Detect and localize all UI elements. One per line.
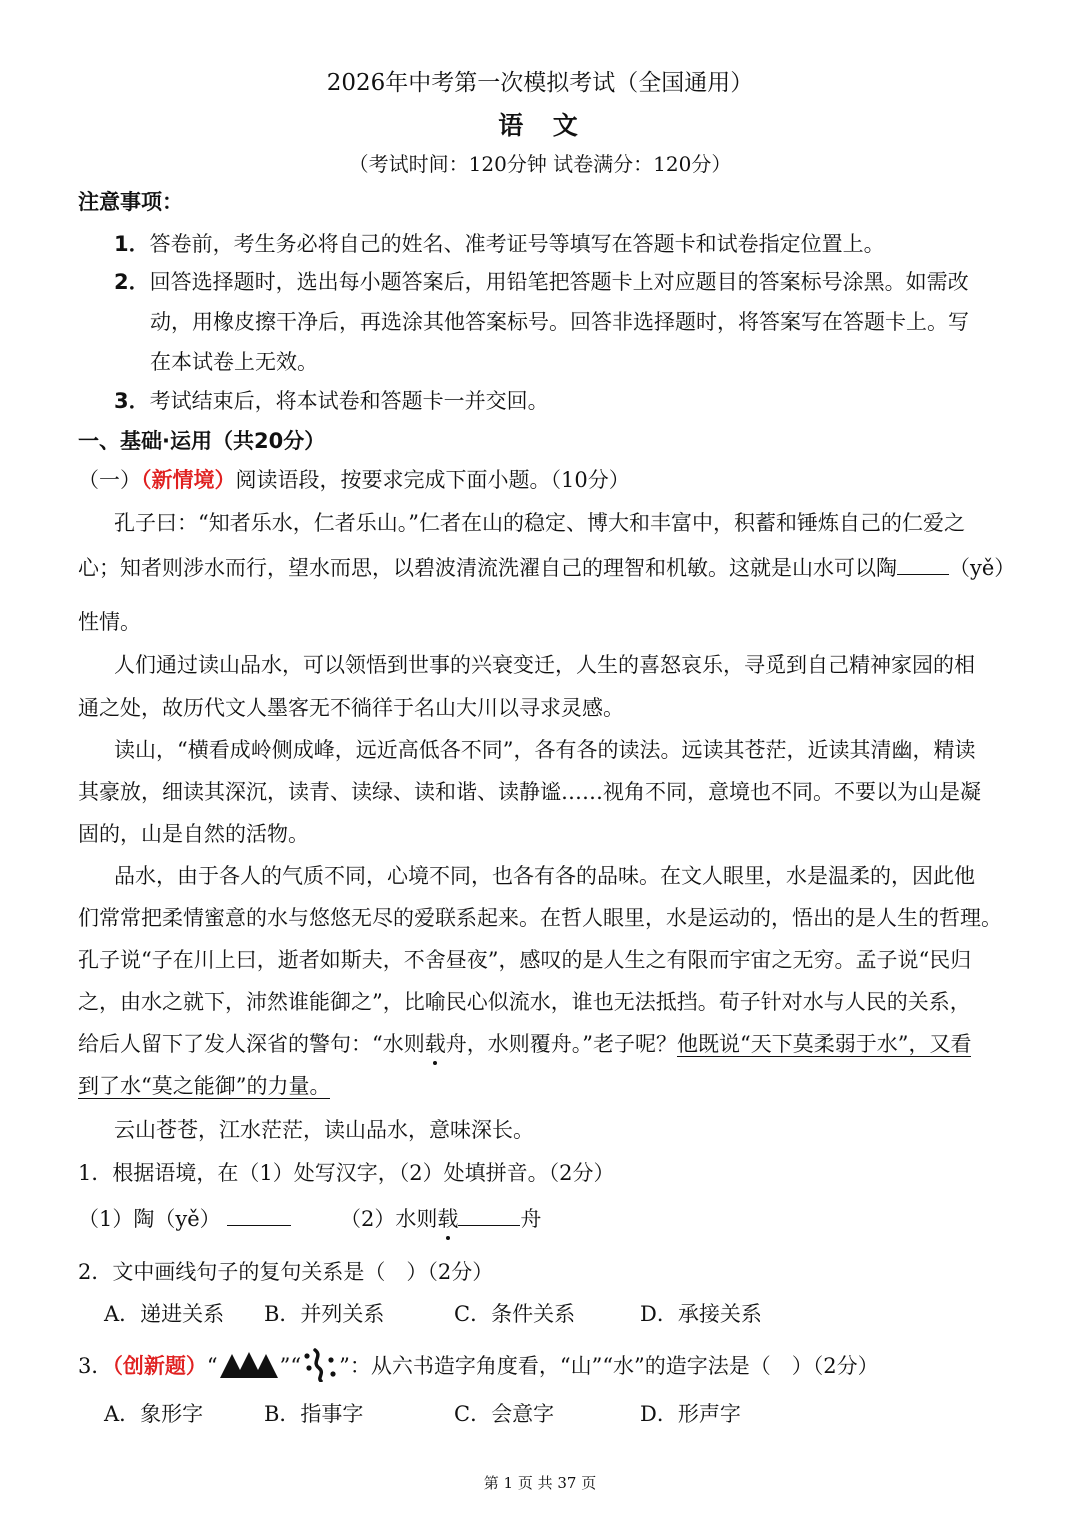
passage-p3-line1: 读山，“横看成岭侧成峰，远近高低各不同”，各有各的读法。远读其苍茫，近读其清幽，精读	[114, 738, 976, 762]
q3-option-c: C．会意字	[454, 1402, 555, 1426]
passage-p2-line2: 通之处，故历代文人墨客无不徜徉于名山大川以寻求灵感。	[78, 696, 624, 720]
notice-item-2-line-2: 动，用橡皮擦干净后，再选涂其他答案标号。回答非选择题时，将答案写在答题卡上。写	[150, 310, 969, 334]
notice-heading: 注意事项：	[78, 190, 183, 214]
page-footer: 第 1 页 共 37 页	[483, 1474, 597, 1492]
oracle-water-glyph-icon	[301, 1348, 339, 1387]
exam-info: （考试时间：120分钟 试卷满分：120分）	[348, 152, 732, 176]
oracle-mountain-glyph-icon	[218, 1350, 280, 1385]
q1-stem: 1．根据语境，在（1）处写汉字，（2）处填拼音。（2分）	[78, 1161, 615, 1185]
exam-title: 2026年中考第一次模拟考试（全国通用）	[326, 70, 754, 96]
passage-p3-line3: 固的，山是自然的活物。	[78, 822, 309, 846]
emphasis-dot-char: 载	[425, 1028, 446, 1058]
passage-p4-line2: 们常常把柔情蜜意的水与悠悠无尽的爱联系起来。在哲人眼里，水是运动的，悟出的是人生的哲理。	[78, 906, 1002, 930]
q1-part2: （2）水则载 舟	[340, 1203, 541, 1233]
answer-blank	[897, 556, 949, 575]
q2-option-d: D．承接关系	[640, 1302, 762, 1326]
passage-p4-line3: 孔子说“子在川上曰，逝者如斯夫，不舍昼夜”，感叹的是人生之有限而宇宙之无穷。孟子说“民归	[78, 948, 972, 972]
notice-item-1: 1．答卷前，考生务必将自己的姓名、准考证号等填写在答题卡和试卷指定位置上。	[114, 232, 885, 256]
q1-part1: （1）陶（yě）	[78, 1203, 291, 1233]
q3-stem: 3．（创新题）“ ”“ ”：从六书造字角度看，“山”“水”的造字法是（ ）（2分）	[78, 1348, 879, 1387]
passage-p4-line6	[78, 1070, 330, 1100]
q2-option-c: C．条件关系	[454, 1302, 576, 1326]
notice-item-2: 2．回答选择题时，选出每小题答案后，用铅笔把答题卡上对应题目的答案标号涂黑。如需改	[114, 270, 969, 294]
q3-option-a: A．象形字	[104, 1402, 204, 1426]
passage-p2-line1: 人们通过读山品水，可以领悟到世事的兴衰变迁，人生的喜怒哀乐，寻觅到自己精神家园的相	[114, 653, 975, 677]
notice-item-3: 3．考试结束后，将本试卷和答题卡一并交回。	[114, 389, 549, 413]
section-heading: 一、基础·运用（共20分）	[78, 429, 326, 453]
new-context-tag: （新情境）	[141, 467, 236, 492]
innovation-tag: （创新题）	[112, 1353, 207, 1378]
passage-p1-line3: 性情。	[78, 610, 141, 634]
q2-option-a: A．递进关系	[104, 1302, 225, 1326]
passage-p3-line2: 其豪放，细读其深沉，读青、读绿、读和谐、读静谧……视角不同，意境也不同。不要以为山是凝	[78, 780, 981, 804]
subsection-heading: （一）（新情境）阅读语段，按要求完成下面小题。（10分）	[78, 467, 630, 492]
q1-blank-2	[458, 1207, 520, 1226]
passage-p4-line5: 给后人留下了发人深省的警句：“水则载舟，水则覆舟。”老子呢？他既说“天下莫柔弱于水”，又看	[78, 1028, 971, 1058]
passage-p1-line1: 孔子曰：“知者乐水，仁者乐山。”仁者在山的稳定、博大和丰富中，积蓄和锤炼自己的仁爱之	[114, 511, 965, 535]
q3-option-d: D．形声字	[640, 1402, 741, 1426]
q2-stem: 2．文中画线句子的复句关系是（ ）（2分）	[78, 1260, 494, 1284]
passage-p1-line2: 心；知者则涉水而行，望水而思，以碧波清流洗濯自己的理智和机敏。这就是山水可以陶 （yě）	[78, 556, 1016, 580]
notice-item-2-line-3: 在本试卷上无效。	[150, 350, 318, 374]
passage-p4-line1: 品水，由于各人的气质不同，心境不同，也各有各的品味。在文人眼里，水是温柔的，因此他	[114, 864, 975, 888]
passage-p4-line4: 之，由水之就下，沛然谁能御之”，比喻民心似流水，谁也无法抵挡。荀子针对水与人民的关系，	[78, 990, 971, 1014]
q2-option-b: B．并列关系	[264, 1302, 385, 1326]
underlined-sentence: 他既说“天下莫柔弱于水”，又看	[676, 1032, 972, 1056]
underlined-sentence-end: 到了水“莫之能御”的力量。	[78, 1074, 331, 1098]
passage-p5: 云山苍苍，江水茫茫，读山品水，意味深长。	[114, 1118, 534, 1142]
emphasis-dot-char: 载	[437, 1203, 458, 1233]
q1-blank-1	[227, 1207, 291, 1226]
subject-title: 语 文	[498, 111, 582, 140]
q3-option-b: B．指事字	[264, 1402, 364, 1426]
